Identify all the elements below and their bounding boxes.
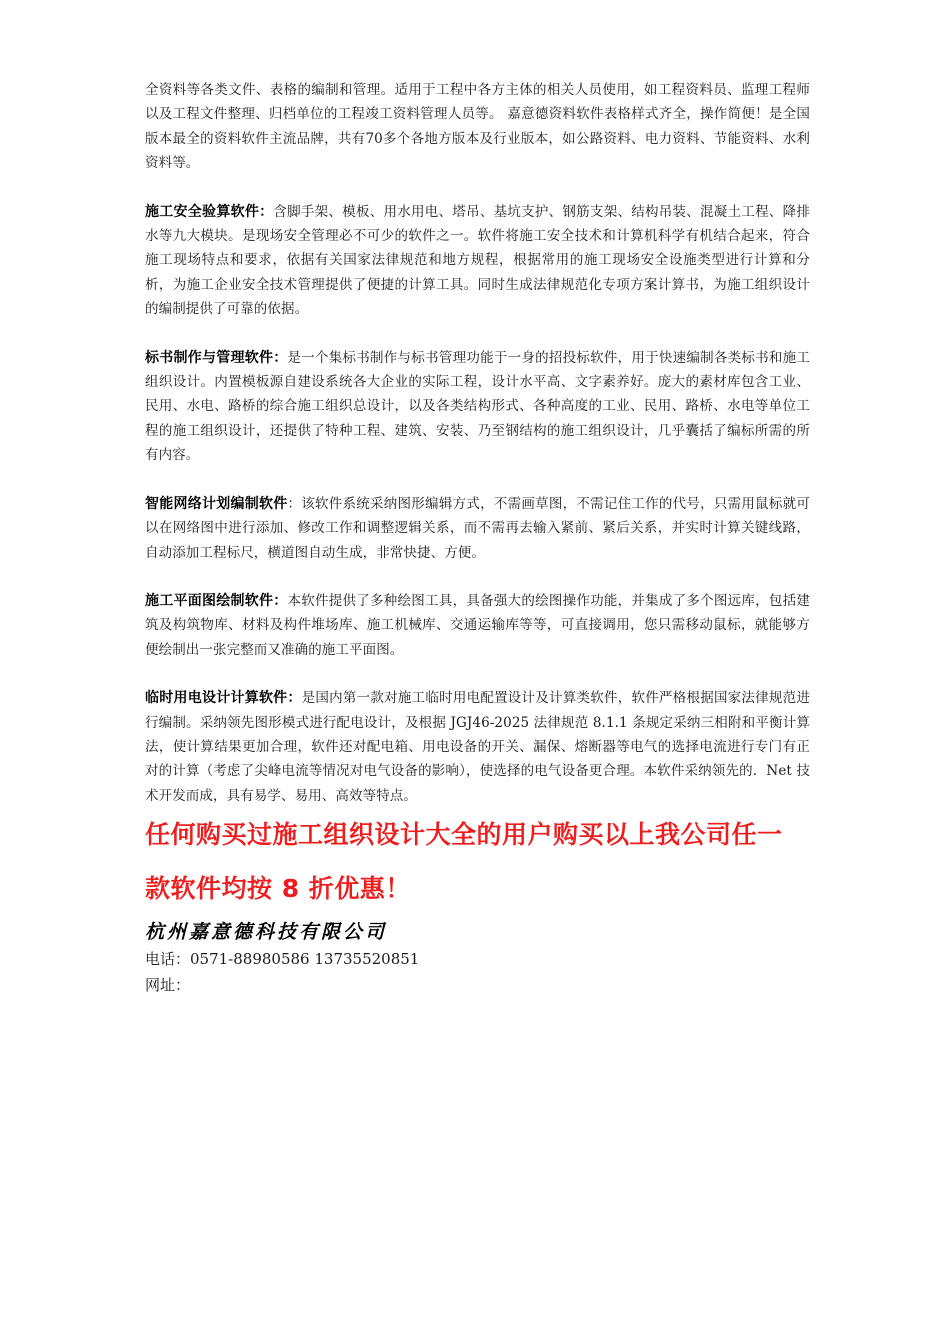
promo-line-2: 款软件均按 8 折优惠！ — [145, 874, 411, 904]
promo-line-1: 任何购买过施工组织设计大全的用户购买以上我公司任一 — [145, 820, 783, 850]
section-network-plan — [145, 492, 810, 565]
section-body: ：该软件系统采纳图形编辑方式，不需画草图，不需记住工作的代号，只需用鼠标就可以在网络图中进行添加、修改工作和调整逻辑关系，而不需再去输入紧前、紧后关系，并实时计算关键线路，自动添加工程标尺，横道图自动生成，非常快捷、方便。 — [145, 495, 810, 561]
section-body: 是国内第一款对施工临时用电配置设计及计算类软件，软件严格根据国家法律规范进行编制。采纳领先图形模式进行配电设计，及根据 JGJ46-2025 法律规范 8.1.1 条规定采纳三相附和平衡计算法，使计算结果更加合理，软件还对配电箱、用电设备的开关、漏保、熔断器等电气的选择电流进行专门有正对的计算（考虑了尖峰电流等情况对电气设备的影响），使选择的电气设备更合理。本软件采纳领先的．Net 技术开发而成，具有易学、易用、高效等特点。 — [145, 690, 810, 804]
promo-banner — [145, 808, 810, 916]
section-heading: 施工安全验算软件： — [145, 203, 274, 220]
section-heading: 标书制作与管理软件： — [145, 349, 288, 366]
section-body: 是一个集标书制作与标书管理功能于一身的招投标软件，用于快速编制各类标书和施工组织设计。内置模板源自建设系统各大企业的实际工程，设计水平高、文字素养好。庞大的素材库包含工业、民用、水电、路桥的综合施工组织总设计，以及各类结构形式、各种高度的工业、民用、路桥、水电等单位工程的施工组织设计，还提供了特种工程、建筑、安装、乃至钢结构的施工组织设计，几乎囊括了编标所需的所有内容。 — [145, 349, 810, 464]
section-site-plan — [145, 589, 810, 662]
company-name: 杭州嘉意德科技有限公司 — [145, 921, 388, 944]
document-content — [145, 78, 810, 998]
section-heading: 临时用电设计计算软件： — [145, 690, 302, 707]
intro-paragraph: 全资料等各类文件、表格的编制和管理。适用于工程中各方主体的相关人员使用，如工程资料员、监理工程师以及工程文件整理、归档单位的工程竣工资料管理人员等。 嘉意德资料软件表格样式齐全，操作简便！是全国版本最全的资料软件主流品牌，共有70多个各地方版本及行业版本，如公路资料、电力资料、节能资料、水利资料等。 — [145, 82, 810, 172]
section-body: 含脚手架、模板、用水用电、塔吊、基坑支护、钢筋支架、结构吊装、混凝土工程、降排水等九大模块。是现场安全管理必不可少的软件之一。软件将施工安全技术和计算机科学有机结合起来，符合施工现场特点和要求，依据有关国家法律规范和地方规程，根据常用的施工现场安全设施类型进行计算和分析，为施工企业安全技术管理提供了便捷的计算工具。同时生成法律规范化专项方案计算书，为施工组织设计的编制提供了可靠的依据。 — [145, 203, 810, 318]
phone-line: 电话：0571-88980586 13735520851 — [145, 950, 420, 969]
section-heading: 智能网络计划编制软件 — [145, 495, 288, 512]
section-body: 本软件提供了多种绘图工具，具备强大的绘图操作功能，并集成了多个图远库，包括建筑及构筑物库、材料及构件堆场库、施工机械库、交通运输库等等，可直接调用，您只需移动鼠标，就能够方便绘制出一张完整而又准确的施工平面图。 — [145, 592, 810, 658]
section-safety-calc — [145, 200, 810, 322]
section-heading: 施工平面图绘制软件： — [145, 592, 288, 609]
website-line: 网址： — [145, 976, 191, 995]
contact-block — [145, 946, 810, 998]
section-bid-software — [145, 346, 810, 468]
section-temp-power — [145, 686, 810, 808]
